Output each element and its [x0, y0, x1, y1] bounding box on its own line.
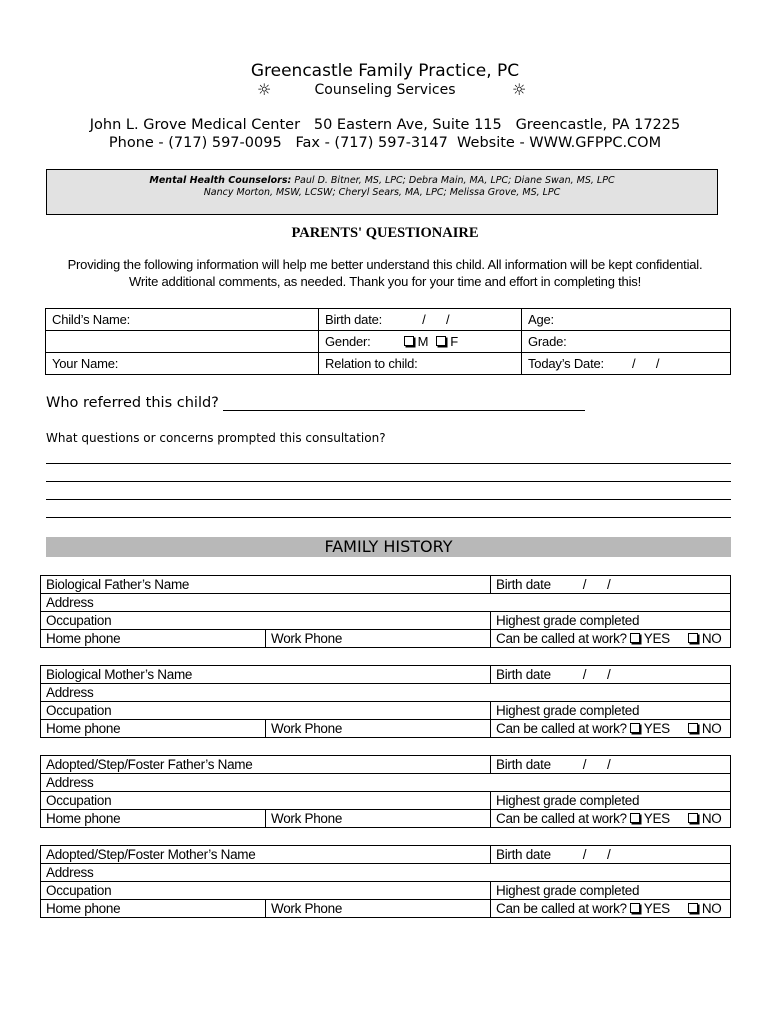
parent-work-phone-field[interactable]: [266, 900, 491, 918]
concerns-answer-line-3[interactable]: [46, 499, 731, 500]
parent-home-phone-field[interactable]: [41, 720, 266, 738]
no-label: NO: [701, 900, 722, 916]
childs-name-field-cont[interactable]: [46, 331, 319, 353]
parent-called-at-work-label: Can be called at work?: [496, 720, 627, 736]
parent-name-field[interactable]: [41, 666, 491, 684]
contact-line: Phone - (717) 597-0095 Fax - (717) 597-3147 Website - WWW.GFPPC.COM: [108, 135, 662, 151]
no-checkbox[interactable]: [688, 813, 698, 823]
birth-date-slashes: / /: [422, 312, 450, 327]
no-checkbox[interactable]: [688, 633, 698, 643]
parent-birth-date-slashes: / /: [582, 666, 611, 682]
parent-work-phone-field[interactable]: [266, 810, 491, 828]
gender-field: [319, 331, 522, 353]
parent-home-phone-label: Home phone: [46, 900, 121, 916]
parent-occupation-label: Occupation: [46, 792, 112, 808]
parent-work-phone-label: Work Phone: [271, 900, 343, 916]
female-label: F: [450, 334, 458, 349]
parent-name-field[interactable]: [41, 846, 491, 864]
age-label: Age:: [528, 312, 554, 327]
parent-address-label: Address: [46, 864, 94, 880]
parent-highest-grade-label: Highest grade completed: [496, 882, 640, 898]
parent-birth-date-slashes: / /: [582, 846, 611, 862]
no-checkbox[interactable]: [688, 903, 698, 913]
intro-line-2: Write additional comments, as needed. Thank you for your time and effort in completing this!: [129, 274, 641, 289]
birth-date-field[interactable]: [319, 309, 522, 331]
family-history-heading: FAMILY HISTORY: [46, 537, 731, 557]
no-label: NO: [701, 630, 722, 646]
parent-address-field[interactable]: [41, 684, 731, 702]
parent-occupation-field[interactable]: [41, 612, 491, 630]
parent-work-phone-field[interactable]: [266, 630, 491, 648]
sun-ornament-right-icon: ☼: [512, 80, 527, 99]
age-field[interactable]: [522, 309, 731, 331]
intro-line-1: Providing the following information will help me better understand this child. All information will be kept confidential.: [67, 257, 703, 272]
parent-occupation-field[interactable]: [41, 792, 491, 810]
parent-called-at-work-label: Can be called at work?: [496, 810, 627, 826]
parent-home-phone-field[interactable]: [41, 900, 266, 918]
parent-section-table-1: [40, 575, 731, 648]
parent-called-at-work-field: [491, 720, 731, 738]
parent-birth-date-field[interactable]: [491, 756, 731, 774]
parent-called-at-work-field: [491, 900, 731, 918]
parent-called-at-work-label: Can be called at work?: [496, 900, 627, 916]
parent-highest-grade-field[interactable]: [491, 702, 731, 720]
todays-date-slashes: / /: [631, 356, 660, 371]
parent-highest-grade-field[interactable]: [491, 882, 731, 900]
grade-field[interactable]: [522, 331, 731, 353]
birth-date-label: Birth date:: [325, 312, 383, 327]
parent-name-field[interactable]: [41, 576, 491, 594]
parent-section-table-4: [40, 845, 731, 918]
parent-occupation-field[interactable]: [41, 882, 491, 900]
parent-work-phone-label: Work Phone: [271, 630, 343, 646]
parent-home-phone-label: Home phone: [46, 630, 121, 646]
concerns-answer-line-4[interactable]: [46, 517, 731, 518]
counselors-label: Mental Health Counselors:: [149, 175, 292, 186]
parent-address-field[interactable]: [41, 864, 731, 882]
concerns-answer-line-1[interactable]: [46, 463, 731, 464]
no-checkbox[interactable]: [688, 723, 698, 733]
parent-highest-grade-label: Highest grade completed: [496, 792, 640, 808]
yes-label: YES: [643, 720, 670, 736]
parent-highest-grade-label: Highest grade completed: [496, 702, 640, 718]
yes-label: YES: [643, 630, 670, 646]
parent-highest-grade-field[interactable]: [491, 792, 731, 810]
parent-name-field[interactable]: [41, 756, 491, 774]
counselors-box: [46, 169, 718, 215]
parent-called-at-work-field: [491, 630, 731, 648]
parent-birth-date-field[interactable]: [491, 576, 731, 594]
counselors-line-1: Paul D. Bitner, MS, LPC; Debra Main, MA, LPC; Diane Swan, MS, LPC: [291, 175, 615, 186]
your-name-label: Your Name:: [52, 356, 119, 371]
parent-address-label: Address: [46, 774, 94, 790]
male-checkbox[interactable]: [404, 336, 414, 346]
parent-work-phone-field[interactable]: [266, 720, 491, 738]
parent-birth-date-slashes: / /: [582, 576, 611, 592]
your-name-field[interactable]: [46, 353, 319, 375]
female-checkbox[interactable]: [436, 336, 446, 346]
referred-label: Who referred this child?: [46, 395, 219, 411]
parent-name-label: Biological Mother’s Name: [46, 666, 193, 682]
referred-question: [46, 395, 585, 411]
no-label: NO: [701, 810, 722, 826]
parent-name-label: Adopted/Step/Foster Father’s Name: [46, 756, 253, 772]
parent-address-field[interactable]: [41, 594, 731, 612]
parent-address-label: Address: [46, 684, 94, 700]
yes-checkbox[interactable]: [630, 633, 640, 643]
yes-label: YES: [643, 810, 670, 826]
parent-called-at-work-label: Can be called at work?: [496, 630, 627, 646]
gender-label: Gender:: [325, 334, 371, 349]
parent-highest-grade-label: Highest grade completed: [496, 612, 640, 628]
form-title: PARENTS' QUESTIONAIRE: [291, 225, 479, 241]
yes-label: YES: [643, 900, 670, 916]
yes-checkbox[interactable]: [630, 723, 640, 733]
childs-name-field[interactable]: [46, 309, 319, 331]
relation-field[interactable]: [319, 353, 522, 375]
parent-occupation-label: Occupation: [46, 612, 112, 628]
referred-answer-line[interactable]: [223, 397, 585, 411]
parent-home-phone-label: Home phone: [46, 720, 121, 736]
parent-highest-grade-field[interactable]: [491, 612, 731, 630]
todays-date-label: Today’s Date:: [528, 356, 604, 371]
sun-ornament-left-icon: ☼: [257, 80, 272, 99]
department-name: Counseling Services: [314, 82, 456, 98]
yes-checkbox[interactable]: [630, 903, 640, 913]
parent-birth-date-slashes: / /: [582, 756, 611, 772]
male-label: M: [417, 334, 429, 349]
parent-birth-date-label: Birth date: [496, 576, 551, 592]
grade-label: Grade:: [528, 334, 567, 349]
todays-date-field[interactable]: [522, 353, 731, 375]
parent-address-label: Address: [46, 594, 94, 610]
parent-occupation-label: Occupation: [46, 882, 112, 898]
parent-section-table-3: [40, 755, 731, 828]
parent-home-phone-label: Home phone: [46, 810, 121, 826]
parent-birth-date-label: Birth date: [496, 666, 551, 682]
childs-name-label: Child’s Name:: [52, 312, 131, 327]
parent-occupation-label: Occupation: [46, 702, 112, 718]
parent-occupation-field[interactable]: [41, 702, 491, 720]
parent-birth-date-field[interactable]: [491, 666, 731, 684]
parent-called-at-work-field: [491, 810, 731, 828]
parent-name-label: Biological Father’s Name: [46, 576, 190, 592]
yes-checkbox[interactable]: [630, 813, 640, 823]
parent-section-table-2: [40, 665, 731, 738]
parent-home-phone-field[interactable]: [41, 810, 266, 828]
parent-name-label: Adopted/Step/Foster Mother’s Name: [46, 846, 256, 862]
concerns-answer-line-2[interactable]: [46, 481, 731, 482]
parent-birth-date-field[interactable]: [491, 846, 731, 864]
no-label: NO: [701, 720, 722, 736]
parent-work-phone-label: Work Phone: [271, 810, 343, 826]
parent-address-field[interactable]: [41, 774, 731, 792]
practice-name: Greencastle Family Practice, PC: [250, 61, 520, 81]
address-line: John L. Grove Medical Center 50 Eastern Ave, Suite 115 Greencastle, PA 17225: [89, 117, 681, 133]
counselors-line-2: Nancy Morton, MSW, LCSW; Cheryl Sears, MA, LPC; Melissa Grove, MS, LPC: [203, 187, 561, 198]
parent-work-phone-label: Work Phone: [271, 720, 343, 736]
relation-label: Relation to child:: [325, 356, 418, 371]
parent-home-phone-field[interactable]: [41, 630, 266, 648]
parent-birth-date-label: Birth date: [496, 756, 551, 772]
parent-birth-date-label: Birth date: [496, 846, 551, 862]
concerns-question: What questions or concerns prompted this consultation?: [46, 431, 386, 445]
child-info-table: [45, 308, 731, 375]
